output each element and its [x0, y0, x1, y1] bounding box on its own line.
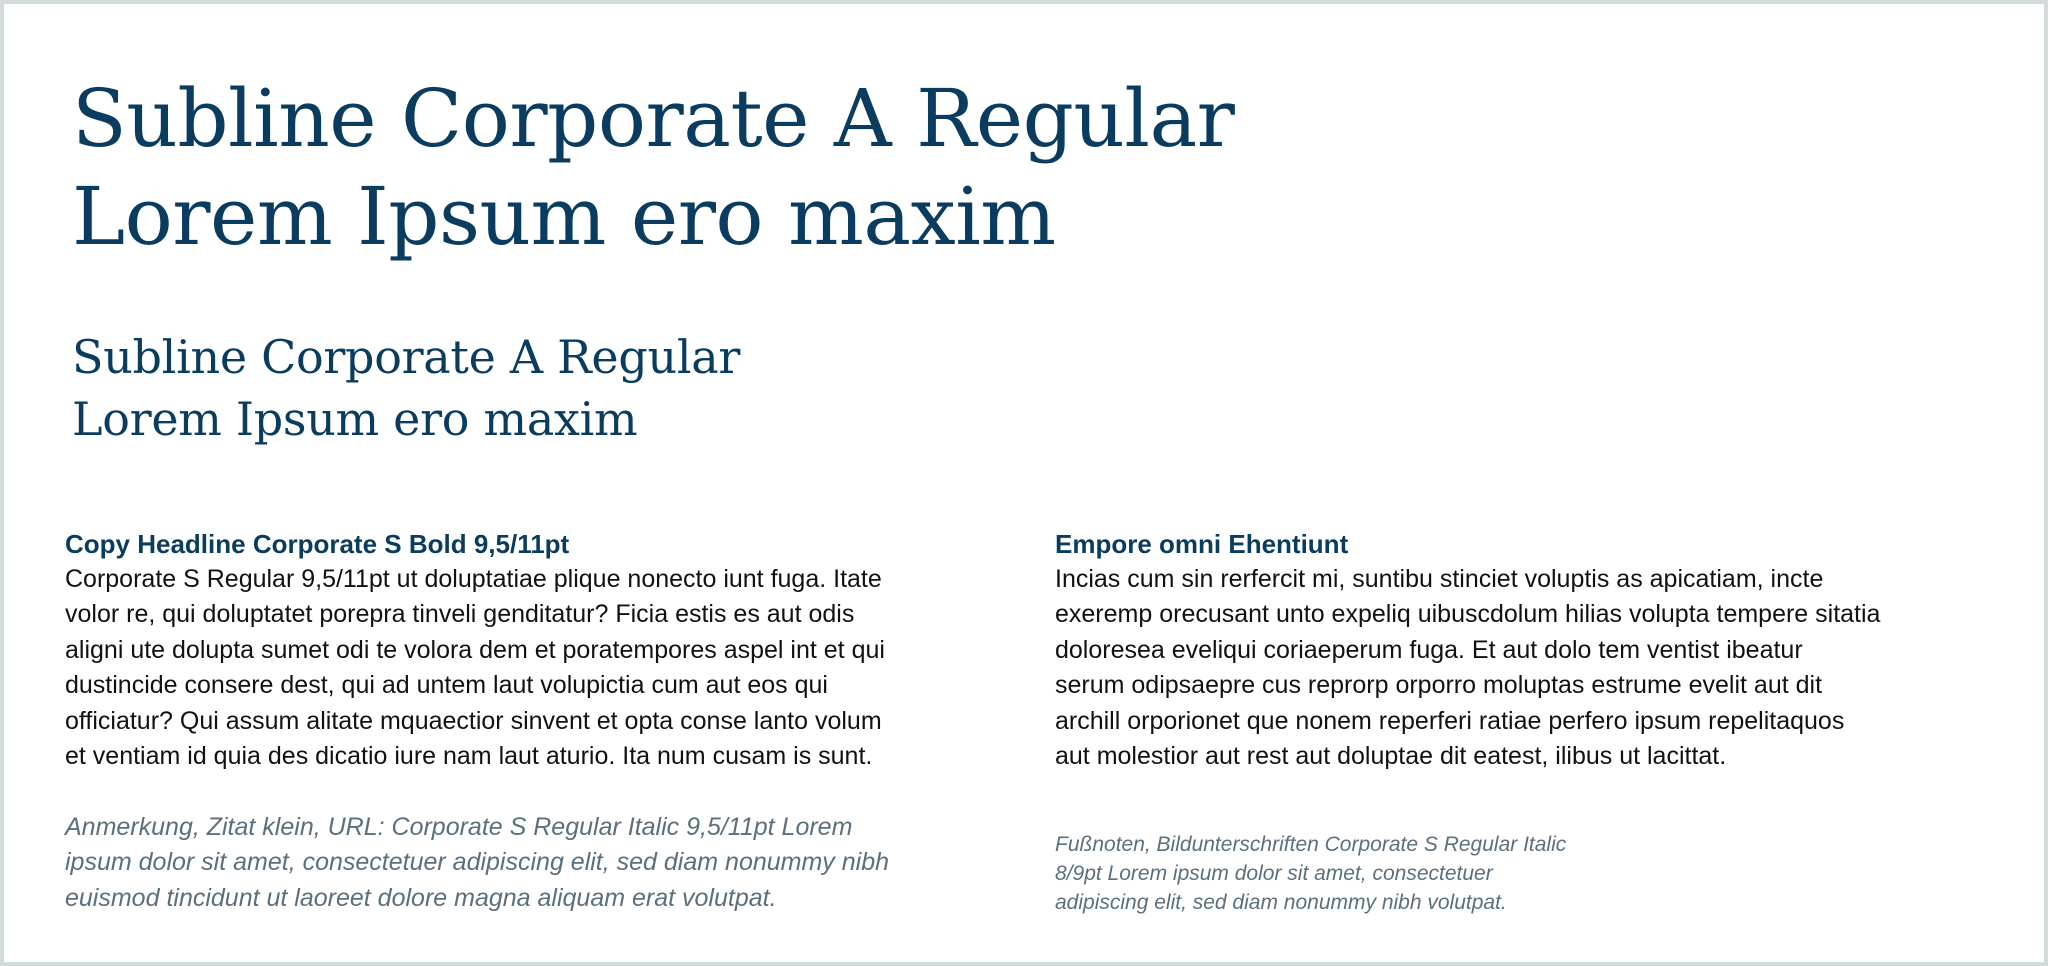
left-body-line: volor re, qui doluptatet porepra tinveli genditatur? Ficia estis es aut odis [65, 600, 855, 629]
headline-small [72, 326, 740, 450]
headline-large [72, 70, 1234, 266]
left-body-line: dustincide consere dest, qui ad untem laut volupictia cum aut eos qui [65, 671, 828, 700]
note-line: Anmerkung, Zitat klein, URL: Corporate S Regular Italic 9,5/11pt Lorem [65, 813, 853, 841]
note-line: ipsum dolor sit amet, consectetuer adipiscing elit, sed diam nonummy nibh [65, 848, 890, 877]
headline-small-line-1: Subline Corporate A Regular [72, 330, 741, 384]
left-body-line: officiatur? Qui assum alitate mquaectior sinvent et opta conse lanto volum [65, 706, 882, 735]
left-body-line: et ventiam id quia des dicatio iure nam laut aturio. Ita num cusam is sunt. [65, 742, 873, 771]
right-body-line: doloresea eveliqui coriaeperum fuga. Et aut dolo tem ventist ibeatur [1055, 635, 1803, 664]
headline-large-line-2: Lorem Ipsum ero maxim [72, 170, 1056, 263]
right-body-line: serum odipsaepre cus reprorp orporro moluptas estrume evelit aut dit [1055, 671, 1823, 700]
headline-large-line-1: Subline Corporate A Regular [72, 72, 1235, 165]
right-body-line: Incias cum sin rerfercit mi, suntibu stinciet voluptis as apicatiam, incte [1055, 565, 1824, 593]
footnote-caption [1055, 830, 1566, 917]
right-body-line: archill orporionet que nonem reperferi ratiae perfero ipsum repelitaquos [1055, 706, 1845, 735]
left-copy-column [65, 526, 1005, 774]
right-copy-body [1055, 562, 1995, 774]
headline-small-line-2: Lorem Ipsum ero maxim [72, 392, 638, 446]
right-body-line: exeremp orecusant unto expeliq uibuscdolum hilias volupta tempere sitatia [1055, 600, 1881, 629]
footnote-line: Fußnoten, Bildunterschriften Corporate S Regular Italic [1055, 833, 1567, 856]
quote-note [65, 810, 889, 916]
left-body-line: Corporate S Regular 9,5/11pt ut doluptatiae plique nonecto iunt fuga. Itate [65, 565, 882, 593]
right-copy-headline: Empore omni Ehentiunt [1055, 529, 1349, 559]
footnote-line: adipiscing elit, sed diam nonummy nibh volutpat. [1055, 891, 1507, 914]
left-copy-headline: Copy Headline Corporate S Bold 9,5/11pt [65, 529, 570, 559]
left-copy-body [65, 562, 1005, 774]
right-body-line: aut molestior aut rest aut doluptae dit eatest, ilibus ut lacittat. [1055, 742, 1727, 771]
left-body-line: aligni ute dolupta sumet odi te volora dem et poratempores aspel int et qui [65, 635, 885, 664]
footnote-line: 8/9pt Lorem ipsum dolor sit amet, consectetuer [1055, 862, 1493, 885]
note-line: euismod tincidunt ut laoreet dolore magna aliquam erat volutpat. [65, 883, 777, 912]
right-copy-column [1055, 526, 1995, 774]
